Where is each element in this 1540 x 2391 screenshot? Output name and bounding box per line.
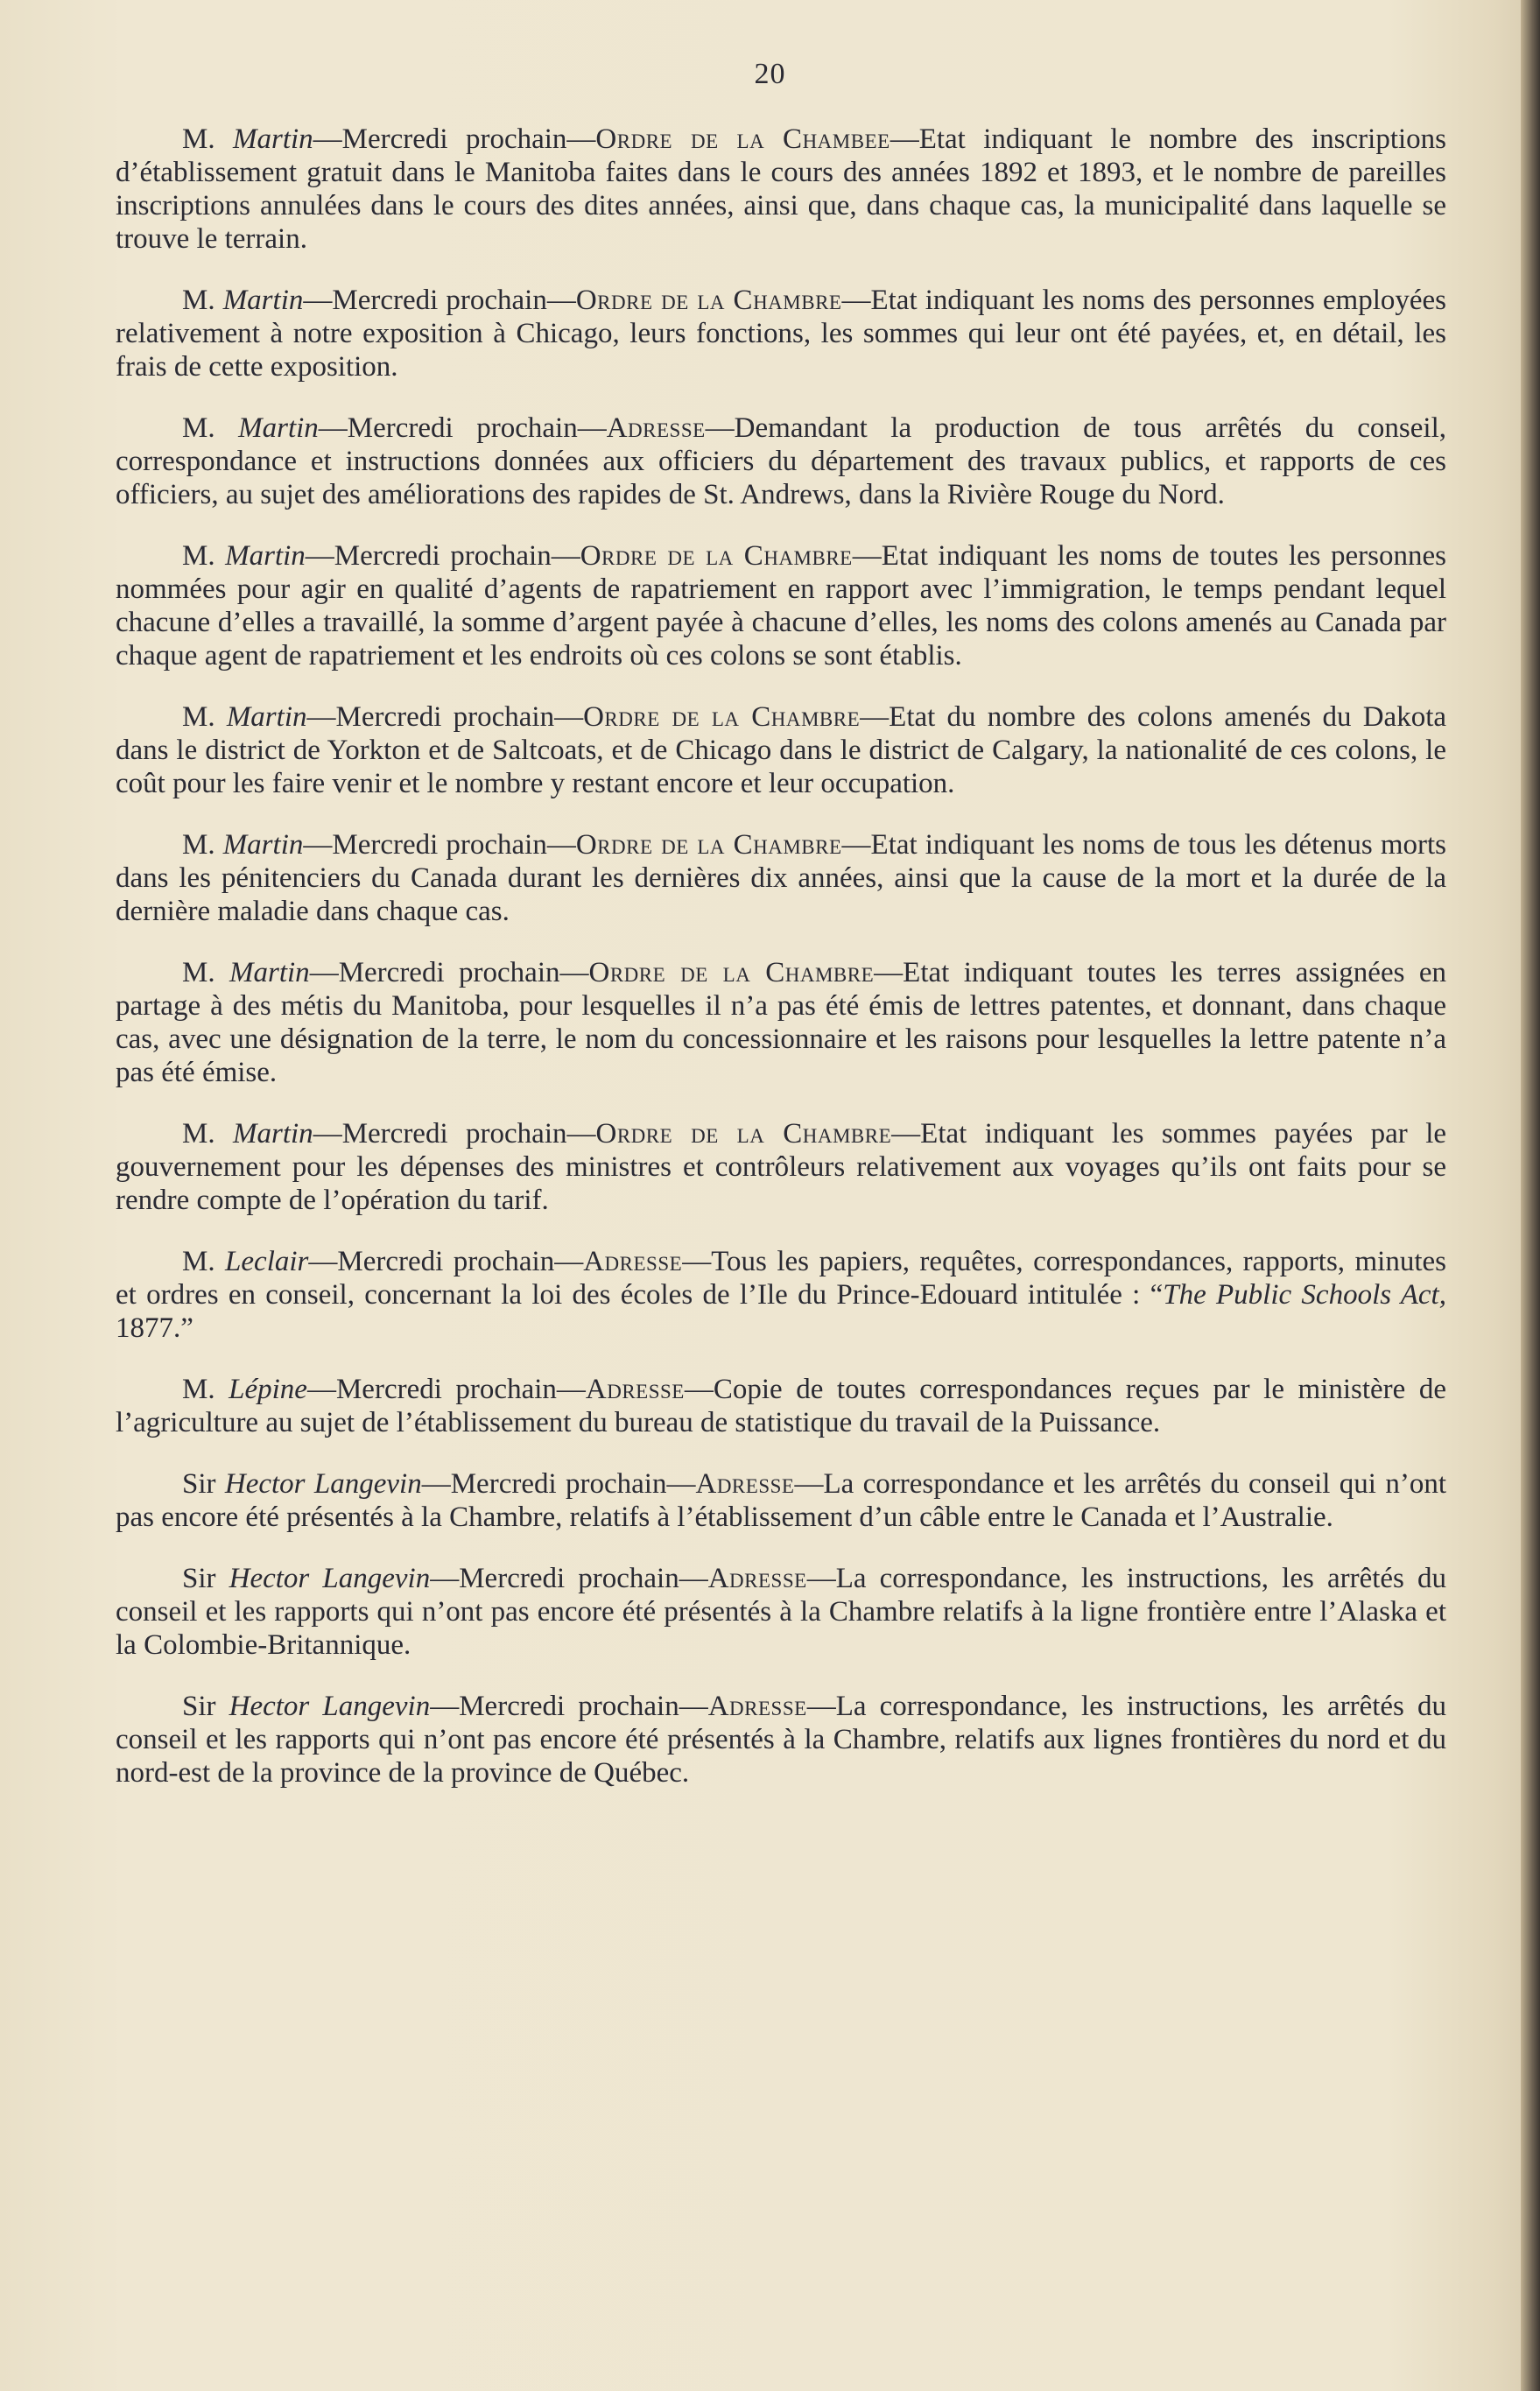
notice-date: Mercredi prochain	[347, 412, 578, 444]
notice-list	[116, 123, 1446, 1818]
notice-date: Mercredi prochain	[334, 540, 552, 572]
notice-entry: M. Martin—Mercredi prochain—Ordre de la Chambre—Etat indiquant les sommes payées par le gouvernement pour les dépenses des ministres et contrôleurs relativement aux voyages qu’ils ont faits pour se rendre compte de l’opération du tarif.	[116, 1118, 1447, 1216]
motion-type: Ordre de la Chambre	[580, 540, 853, 572]
member-name: Martin	[232, 123, 313, 155]
member-honorific: Sir	[182, 1468, 216, 1500]
motion-text: La correspondance, les instructions, les arrêtés du conseil et les rapports qui n’ont pas encore été présentés à la Chambre, relatifs aux lignes frontières du nord et du nord-est de la province de la province de Québec.	[116, 1691, 1446, 1789]
motion-type: Adresse	[583, 1246, 683, 1277]
motion-text: Etat indiquant le nombre des inscriptions d’établissement gratuit dans le Manitoba faites dans le cours des années 1892 et 1893, et le nombre de pareilles inscriptions annulées dans le cours des dites années, ainsi que, dans chaque cas, la municipalité dans laquelle se trouve le terrain.	[116, 123, 1446, 255]
motion-text: Etat indiquant les noms de tous les détenus morts dans les pénitenciers du Canada durant les dernières dix années, ainsi que la cause de la mort et la durée de la dernière maladie dans chaque cas.	[116, 829, 1447, 927]
motion-text: Etat indiquant les noms de toutes les personnes nommées pour agir en qualité d’agents de rapatriement en rapport avec l’immigration, le temps pendant lequel chacune d’elles a travaillé, la somme d’argent payée à chacune d’elles, les noms des colons amenés au Canada par chaque agent de rapatriement et les endroits où ces colons se sont établis.	[116, 540, 1446, 672]
member-honorific: M.	[182, 540, 215, 572]
notice-date: Mercredi prochain	[341, 1118, 567, 1150]
member-honorific: M.	[182, 285, 215, 316]
page-number: 20	[754, 58, 786, 90]
motion-type: Ordre de la Chambee	[595, 123, 890, 155]
member-name: Lépine	[229, 1374, 307, 1405]
member-honorific: M.	[182, 1374, 215, 1405]
member-honorific: M.	[182, 829, 215, 861]
member-honorific: M.	[182, 1118, 215, 1150]
motion-text: La correspondance et les arrêtés du conseil qui n’ont pas encore été présentés à la Chambre, relatifs à l’établissement d’un câble entre le Canada et l’Australie.	[116, 1468, 1446, 1533]
member-name: Martin	[225, 540, 306, 572]
motion-text: Demandant la production de tous arrêtés du conseil, correspondance et instructions données aux officiers du département des travaux publics, et rapports de ces officiers, au sujet des améliorations des rapides de St. Andrews, dans la Rivière Rouge du Nord.	[116, 412, 1447, 510]
notice-entry: M. Martin—Mercredi prochain—Adresse—Demandant la production de tous arrêtés du conseil, correspondance et instructions données aux officiers du département des travaux publics, et rapports de ces officiers, au sujet des améliorations des rapides de St. Andrews, dans la Rivière Rouge du Nord.	[116, 412, 1447, 510]
member-name: Hector Langevin	[229, 1691, 431, 1722]
motion-type: Ordre de la Chambre	[575, 285, 842, 316]
notice-entry: M. Martin—Mercredi prochain—Ordre de la Chambee—Etat indiquant le nombre des inscriptions d’établissement gratuit dans le Manitoba faites dans le cours des années 1892 et 1893, et le nombre de pareilles inscriptions annulées dans le cours des dites années, ainsi que, dans chaque cas, la municipalité dans laquelle se trouve le terrain.	[116, 123, 1446, 255]
member-name: Leclair	[225, 1246, 309, 1277]
notice-entry: M. Lépine—Mercredi prochain—Adresse—Copie de toutes correspondances reçues par le ministère de l’agriculture au sujet de l’établissement du bureau de statistique du travail de la Puissance.	[116, 1374, 1447, 1438]
notice-entry: Sir Hector Langevin—Mercredi prochain—Adresse—La correspondance, les instructions, les arrêtés du conseil et les rapports qui n’ont pas encore été présentés à la Chambre, relatifs aux lignes frontières du nord et du nord-est de la province de la province de Québec.	[116, 1691, 1446, 1789]
member-name: Martin	[229, 957, 310, 988]
motion-type: Ordre de la Chambre	[575, 829, 842, 861]
motion-text: Etat du nombre des colons amenés du Dakota dans le district de Yorkton et de Saltcoats, et de Chicago dans le district de Calgary, la nationalité de ces colons, le coût pour les faire venir et le nombre y restant encore et leur occupation.	[116, 701, 1447, 799]
act-title: The Public Schools Act,	[1163, 1279, 1446, 1311]
notice-date: Mercredi prochain	[332, 829, 547, 861]
notice-date: Mercredi prochain	[337, 1246, 555, 1277]
member-honorific: M.	[182, 1246, 215, 1277]
notice-date: Mercredi prochain	[459, 1691, 679, 1722]
member-name: Martin	[233, 1118, 313, 1150]
motion-text: Etat indiquant les noms des personnes employées relativement à notre exposition à Chicago, leurs fonctions, les sommes qui leur ont été payées, et, en détail, les frais de cette exposition.	[116, 285, 1447, 383]
motion-type: Adresse	[707, 1691, 807, 1722]
notice-entry: Sir Hector Langevin—Mercredi prochain—Adresse—La correspondance, les instructions, les arrêtés du conseil et les rapports qui n’ont pas encore été présentés à la Chambre relatifs à la ligne frontière entre l’Alaska et la Colombie-Britannique.	[116, 1563, 1446, 1661]
member-name: Martin	[222, 829, 304, 861]
notice-entry: M. Martin—Mercredi prochain—Ordre de la Chambre—Etat indiquant les noms de toutes les personnes nommées pour agir en qualité d’agents de rapatriement en rapport avec l’immigration, le temps pendant lequel chacune d’elles a travaillé, la somme d’argent payée à chacune d’elles, les noms des colons amenés au Canada par chaque agent de rapatriement et les endroits où ces colons se sont établis.	[116, 540, 1446, 672]
notice-entry: M. Martin—Mercredi prochain—Ordre de la Chambre—Etat indiquant toutes les terres assignées en partage à des métis du Manitoba, pour lesquelles il n’a pas été émis de lettres patentes, et donnant, dans chaque cas, avec une désignation de la terre, le nom du concessionnaire et les raisons pour lesquelles la lettre patente n’a pas été émise.	[116, 957, 1446, 1088]
motion-text-end: 1877.”	[116, 1312, 193, 1344]
member-honorific: M.	[182, 412, 215, 444]
motion-type: Adresse	[606, 412, 706, 444]
member-honorific: M.	[182, 701, 215, 733]
member-name: Hector Langevin	[229, 1563, 431, 1594]
notice-entry: Sir Hector Langevin—Mercredi prochain—Adresse—La correspondance et les arrêtés du conseil qui n’ont pas encore été présentés à la Chambre, relatifs à l’établissement d’un câble entre le Canada et l’Australie.	[116, 1468, 1446, 1533]
notice-date: Mercredi prochain	[338, 957, 560, 988]
member-name: Martin	[226, 701, 307, 733]
member-name: Martin	[222, 285, 304, 316]
motion-type: Adresse	[695, 1468, 795, 1500]
motion-text: Etat indiquant toutes les terres assignées en partage à des métis du Manitoba, pour lesquelles il n’a pas été émis de lettres patentes, et donnant, dans chaque cas, avec une désignation de la terre, le nom du concessionnaire et les raisons pour lesquelles la lettre patente n’a pas été émise.	[116, 957, 1446, 1088]
motion-text: La correspondance, les instructions, les arrêtés du conseil et les rapports qui n’ont pas encore été présentés à la Chambre relatifs à la ligne frontière entre l’Alaska et la Colombie-Britannique.	[116, 1563, 1446, 1661]
motion-type: Ordre de la Chambre	[583, 701, 861, 733]
notice-date: Mercredi prochain	[341, 123, 567, 155]
member-name: Hector Langevin	[224, 1468, 422, 1500]
member-name: Martin	[238, 412, 319, 444]
notice-date: Mercredi prochain	[459, 1563, 679, 1594]
notice-entry: M. Martin—Mercredi prochain—Ordre de la Chambre—Etat du nombre des colons amenés du Dakota dans le district de Yorkton et de Saltcoats, et de Chicago dans le district de Calgary, la nationalité de ces colons, le coût pour les faire venir et le nombre y restant encore et leur occupation.	[116, 701, 1447, 799]
motion-text: Tous les papiers, requêtes, correspondances, rapports, minutes et ordres en conseil, concernant la loi des écoles de l’Ile du Prince-Edouard intitulée : “	[116, 1246, 1446, 1311]
motion-type: Ordre de la Chambre	[588, 957, 875, 988]
motion-type: Adresse	[707, 1563, 807, 1594]
binding-edge	[1521, 0, 1540, 2391]
motion-type: Adresse	[585, 1374, 685, 1405]
member-honorific: Sir	[182, 1691, 216, 1722]
motion-text: Etat indiquant les sommes payées par le gouvernement pour les dépenses des ministres et contrôleurs relativement aux voyages qu’ils ont faits pour se rendre compte de l’opération du tarif.	[116, 1118, 1447, 1216]
notice-date: Mercredi prochain	[335, 1374, 557, 1405]
notice-date: Mercredi prochain	[450, 1468, 667, 1500]
notice-entry: M. Martin—Mercredi prochain—Ordre de la Chambre—Etat indiquant les noms de tous les détenus morts dans les pénitenciers du Canada durant les dernières dix années, ainsi que la cause de la mort et la durée de la dernière maladie dans chaque cas.	[116, 829, 1447, 927]
member-honorific: M.	[182, 123, 215, 155]
motion-text: Copie de toutes correspondances reçues par le ministère de l’agriculture au sujet de l’établissement du bureau de statistique du travail de la Puissance.	[116, 1374, 1447, 1438]
notice-entry: M. Leclair—Mercredi prochain—Adresse—Tous les papiers, requêtes, correspondances, rapports, minutes et ordres en conseil, concernant la loi des écoles de l’Ile du Prince-Edouard intitulée : “The Public Schools Act, 1877.”	[116, 1246, 1446, 1344]
member-honorific: Sir	[182, 1563, 216, 1594]
notice-entry: M. Martin—Mercredi prochain—Ordre de la Chambre—Etat indiquant les noms des personnes employées relativement à notre exposition à Chicago, leurs fonctions, les sommes qui leur ont été payées, et, en détail, les frais de cette exposition.	[116, 285, 1447, 383]
motion-type: Ordre de la Chambre	[595, 1118, 892, 1150]
member-honorific: M.	[182, 957, 215, 988]
notice-date: Mercredi prochain	[332, 285, 547, 316]
notice-date: Mercredi prochain	[335, 701, 555, 733]
